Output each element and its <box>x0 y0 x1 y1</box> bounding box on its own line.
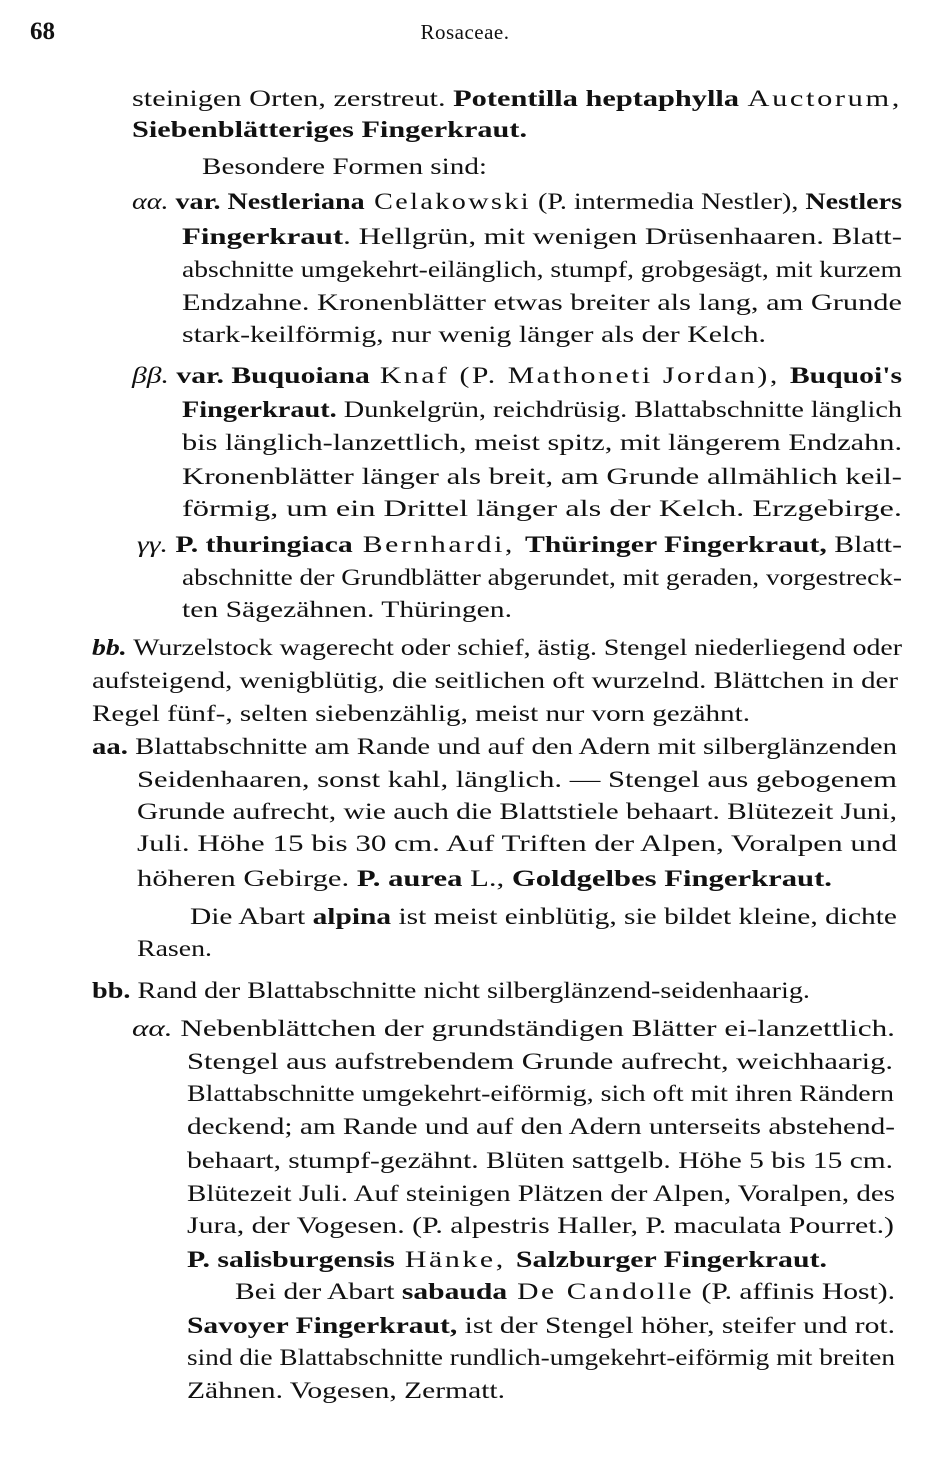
text-line <box>187 1079 894 1109</box>
text-line <box>182 563 902 593</box>
text-line <box>187 1343 895 1373</box>
text-run: steinigen Orten, zerstreut. <box>132 86 454 111</box>
text-run: behaart, stumpf-gezähnt. Blüten sattgelb. Höhe 5 bis 15 cm. <box>187 1148 894 1173</box>
text-run: Blattabschnitte am Rande und auf den Adern mit silberglänzenden <box>127 734 898 759</box>
text-line <box>202 152 487 182</box>
text-run: Rasen. <box>137 936 213 961</box>
text-run: αα. <box>132 189 176 214</box>
text-run: Juli. Höhe 15 bis 30 cm. Auf Triften der Alpen, Voralpen und <box>137 831 897 856</box>
text-run: deckend; am Rande und auf den Adern unterseits abstehend- <box>187 1114 895 1139</box>
text-run: Grunde aufrecht, wie auch die Blattstiele behaart. Blütezeit Juni, <box>137 799 898 824</box>
text-line <box>190 902 897 932</box>
page-header <box>30 18 900 50</box>
text-run: var. Buquoiana <box>176 363 370 388</box>
text-run: Auctorum, <box>739 86 902 111</box>
text-line <box>137 829 897 859</box>
text-run: alpina <box>312 904 392 929</box>
text-line <box>92 699 750 729</box>
text-line <box>137 530 902 560</box>
text-run: förmig, um ein Drittel länger als der Kelch. Erzgebirge. <box>182 496 903 521</box>
text-line <box>92 633 902 663</box>
text-line <box>92 666 898 696</box>
text-line <box>182 494 902 524</box>
text-run: bis länglich-lanzettlich, meist spitz, mit längerem Endzahn. <box>182 430 903 455</box>
text-run: Die Abart <box>190 904 313 929</box>
text-run: Bernhardi, <box>352 532 525 557</box>
text-run: Celakowski <box>364 189 532 214</box>
text-run: Savoyer Fingerkraut, <box>187 1313 458 1338</box>
text-run: aufsteigend, wenigblütig, die seitlichen oft wurzelnd. Blättchen in der <box>92 668 898 693</box>
text-line <box>132 187 902 217</box>
text-run: bb. <box>92 635 127 660</box>
text-line <box>187 1245 827 1275</box>
text-run: . Hellgrün, mit wenigen Drüsenhaaren. Blatt- <box>343 224 902 249</box>
text-run: Fingerkraut <box>182 224 344 249</box>
text-line <box>187 1179 895 1209</box>
text-run: sabauda <box>401 1279 508 1304</box>
text-line <box>182 595 512 625</box>
text-line <box>182 320 766 350</box>
text-line <box>132 115 527 145</box>
running-title: Rosaceae. <box>420 20 510 44</box>
text-line <box>182 222 902 252</box>
text-run: höheren Gebirge. <box>137 866 357 891</box>
text-run: γγ. <box>137 532 176 557</box>
text-run: Endzahne. Kronenblätter etwas breiter als lang, am Grunde <box>182 290 903 315</box>
text-line <box>92 976 810 1006</box>
text-run: Nebenblättchen der grundständigen Blätter ei-lanzettlich. <box>180 1016 895 1041</box>
text-run: P. aurea <box>356 866 463 891</box>
text-run: stark-keilförmig, nur wenig länger als der Kelch. <box>182 322 767 347</box>
text-run: sind die Blattabschnitte rundlich-umgekehrt-eiförmig mit breiten <box>187 1345 895 1370</box>
text-run: abschnitte der Grundblätter abgerundet, mit geraden, vorgestreck- <box>182 565 902 590</box>
text-line <box>187 1112 895 1142</box>
text-run: Besondere Formen sind: <box>202 154 488 179</box>
text-line <box>132 84 902 114</box>
text-line <box>137 797 897 827</box>
text-run: bb. <box>92 978 131 1003</box>
text-run: aa. <box>92 734 128 759</box>
text-run: Bei der Abart <box>235 1279 402 1304</box>
text-run: abschnitte umgekehrt-eilänglich, stumpf, grobgesägt, mit kurzem <box>182 257 903 282</box>
text-line <box>182 462 902 492</box>
text-run: (P. affinis Host). <box>694 1279 896 1304</box>
text-line <box>137 765 897 795</box>
text-run: ten Sägezähnen. Thüringen. <box>182 597 512 622</box>
text-run: Hänke, <box>394 1247 516 1272</box>
text-run: Blatt- <box>826 532 902 557</box>
text-line <box>182 255 902 285</box>
text-line <box>182 395 902 425</box>
text-run: ist der Stengel höher, steifer und rot. <box>457 1313 895 1338</box>
text-line <box>182 428 902 458</box>
text-run: Blattabschnitte umgekehrt-eiförmig, sich oft mit ihren Rändern <box>187 1081 894 1106</box>
text-line <box>187 1047 893 1077</box>
text-run: L., <box>462 866 512 891</box>
text-line <box>137 934 212 964</box>
text-line <box>187 1146 893 1176</box>
text-run: ββ. <box>132 363 177 388</box>
text-run: Siebenblätteriges Fingerkraut. <box>132 117 528 142</box>
text-run: Dunkelgrün, reichdrüsig. Blattabschnitte länglich <box>336 397 903 422</box>
text-line <box>132 361 902 391</box>
text-line <box>92 732 897 762</box>
text-run: Stengel aus aufstrebendem Grunde aufrecht, weichhaarig. <box>187 1049 893 1074</box>
text-run: var. Nestleriana <box>175 189 365 214</box>
text-run: Knaf (P. Mathoneti Jordan), <box>369 363 790 388</box>
text-run: Nestlers <box>805 189 903 214</box>
text-run: P. salisburgensis <box>187 1247 395 1272</box>
text-line <box>187 1211 894 1241</box>
text-line <box>187 1311 895 1341</box>
text-run: Salzburger Fingerkraut. <box>515 1247 827 1272</box>
text-run: ist meist einblütig, sie bildet kleine, dichte <box>391 904 897 929</box>
text-run: Kronenblätter länger als breit, am Grunde allmählich keil- <box>182 464 903 489</box>
text-run: Regel fünf-, selten siebenzählig, meist nur vorn gezähnt. <box>92 701 750 726</box>
text-line <box>182 288 902 318</box>
text-run: Rand der Blattabschnitte nicht silberglänzend-seidenhaarig. <box>130 978 811 1003</box>
text-run: Wurzelstock wagerecht oder schief, ästig. Stengel niederliegend oder <box>126 635 903 660</box>
text-run: P. thuringiaca <box>175 532 353 557</box>
text-run: De Candolle <box>507 1279 695 1304</box>
text-run: Fingerkraut. <box>182 397 337 422</box>
text-run: Buquoi's <box>789 363 902 388</box>
text-line <box>187 1376 505 1406</box>
text-run: Blütezeit Juli. Auf steinigen Plätzen der Alpen, Voralpen, des <box>187 1181 896 1206</box>
text-run: Zähnen. Vogesen, Zermatt. <box>187 1378 506 1403</box>
text-line <box>235 1277 895 1307</box>
text-run: Thüringer Fingerkraut, <box>524 532 827 557</box>
text-run: αα. <box>132 1016 181 1041</box>
text-run: Potentilla heptaphylla <box>453 86 740 111</box>
text-line <box>137 864 832 894</box>
page-number: 68 <box>30 18 55 45</box>
text-run: Goldgelbes Fingerkraut. <box>511 866 832 891</box>
text-line <box>132 1014 895 1044</box>
text-run: Seidenhaaren, sonst kahl, länglich. — Stengel aus gebogenem <box>137 767 897 792</box>
text-run: (P. intermedia Nestler), <box>531 189 806 214</box>
text-run: Jura, der Vogesen. (P. alpestris Haller, P. maculata Pourret.) <box>187 1213 894 1238</box>
